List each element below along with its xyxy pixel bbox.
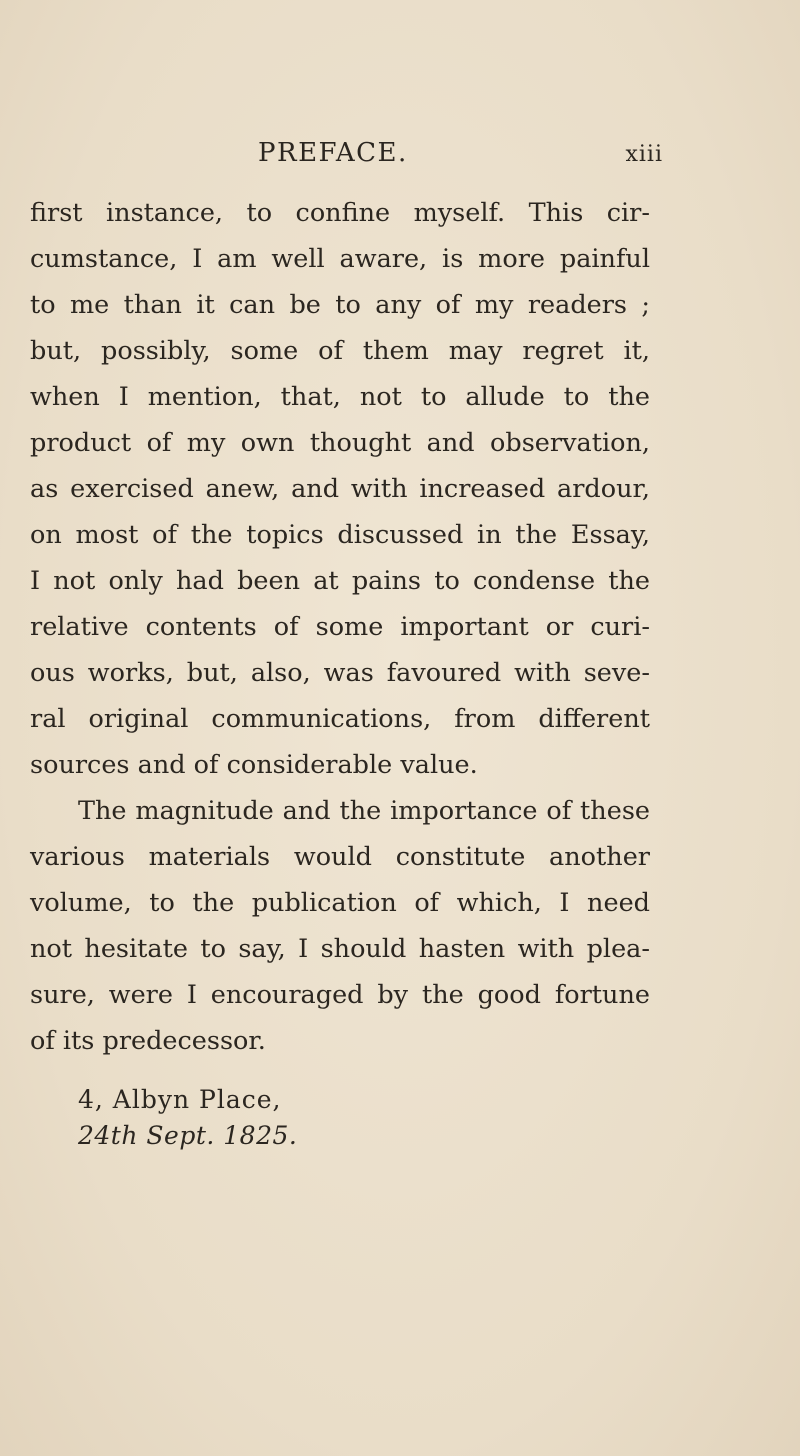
text-line: ral original communications, from different (30, 704, 650, 734)
text-line: on most of the topics discussed in the Essay, (30, 520, 650, 550)
preface-body (30, 190, 650, 1064)
running-head (258, 138, 663, 178)
text-line: but, possibly, some of them may regret it, (30, 336, 650, 366)
page-number: xiii (625, 142, 663, 167)
text-line: to me than it can be to any of my readers ; (30, 290, 650, 320)
text-line: volume, to the publication of which, I need (30, 888, 650, 918)
signature-date: 24th Sept. 1825. (78, 1121, 298, 1150)
running-head-title: PREFACE. (258, 138, 408, 168)
paragraph-start-line: The magnitude and the importance of these (78, 796, 650, 826)
text-line: relative contents of some important or curi- (30, 612, 650, 642)
text-line: sure, were I encouraged by the good fortune (30, 980, 650, 1010)
text-line: ous works, but, also, was favoured with seve- (30, 658, 650, 688)
text-line: product of my own thought and observation, (30, 428, 650, 458)
text-line: I not only had been at pains to condense the (30, 566, 650, 596)
text-line: as exercised anew, and with increased ardour, (30, 474, 650, 504)
text-line: of its predecessor. (30, 1026, 266, 1056)
text-line: when I mention, that, not to allude to the (30, 382, 650, 412)
text-line: cumstance, I am well aware, is more painful (30, 244, 650, 274)
signature-address: 4, Albyn Place, (78, 1085, 282, 1114)
signature-block (78, 1082, 297, 1154)
text-line: various materials would constitute another (30, 842, 650, 872)
text-line: first instance, to confine myself. This cir- (30, 198, 650, 228)
text-line: not hesitate to say, I should hasten with plea- (30, 934, 650, 964)
text-line: sources and of considerable value. (30, 750, 478, 780)
